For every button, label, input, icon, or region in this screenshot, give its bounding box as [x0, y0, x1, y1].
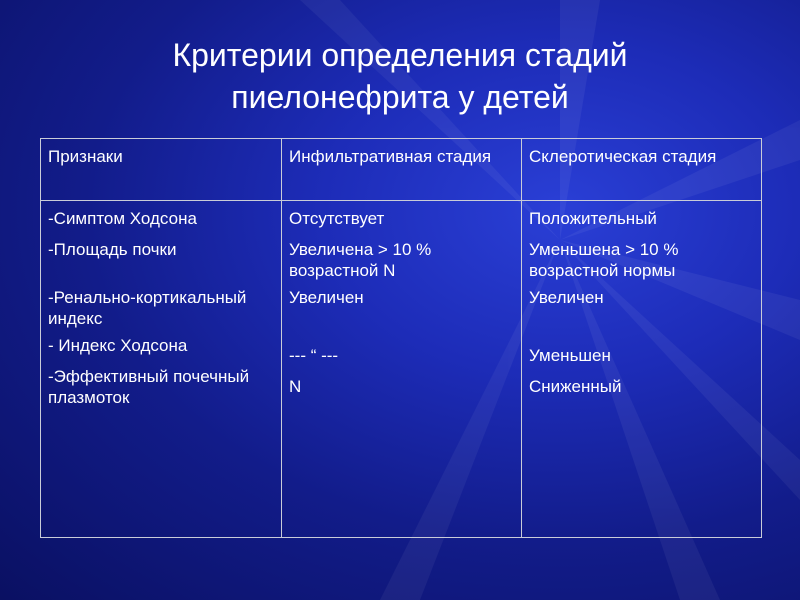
header-cell-signs: Признаки [41, 139, 282, 201]
infiltrative-hodson-symptom: Отсутствует [289, 209, 385, 228]
infiltrative-kidney-area: Увеличена > 10 % возрастной N [289, 240, 432, 280]
criteria-table [40, 138, 762, 538]
sign-hodson-index: - Индекс Ходсона [48, 336, 188, 355]
title-line-1: Критерии определения стадий [172, 37, 628, 73]
header-cell-infiltrative: Инфильтративная стадия [282, 139, 522, 201]
sclerotic-cell [522, 201, 762, 538]
sclerotic-renal-plasma-flow: Сниженный [529, 377, 622, 396]
sign-renal-plasma-flow: -Эффективный почечный плазмоток [48, 367, 250, 407]
infiltrative-hodson-index: --- “ --- [289, 346, 339, 365]
infiltrative-renal-plasma-flow: N [289, 377, 302, 396]
sclerotic-kidney-area: Уменьшена > 10 % возрастной нормы [529, 240, 679, 280]
title-line-2: пиелонефрита у детей [231, 79, 569, 115]
sign-kidney-area: -Площадь почки [48, 240, 177, 259]
header-cell-sclerotic: Склеротическая стадия [522, 139, 762, 201]
sclerotic-renocortical-index: Увеличен [529, 288, 604, 307]
sclerotic-hodson-index: Уменьшен [529, 346, 611, 365]
table-header-row [41, 139, 762, 201]
sign-renocortical-index: -Ренально-кортикальный индекс [48, 288, 247, 328]
infiltrative-cell [282, 201, 522, 538]
slide-title [0, 34, 800, 118]
infiltrative-renocortical-index: Увеличен [289, 288, 364, 307]
signs-cell [41, 201, 282, 538]
sclerotic-hodson-symptom: Положительный [529, 209, 657, 228]
sign-hodson-symptom: -Симптом Ходсона [48, 209, 197, 228]
table-body-row [41, 201, 762, 538]
